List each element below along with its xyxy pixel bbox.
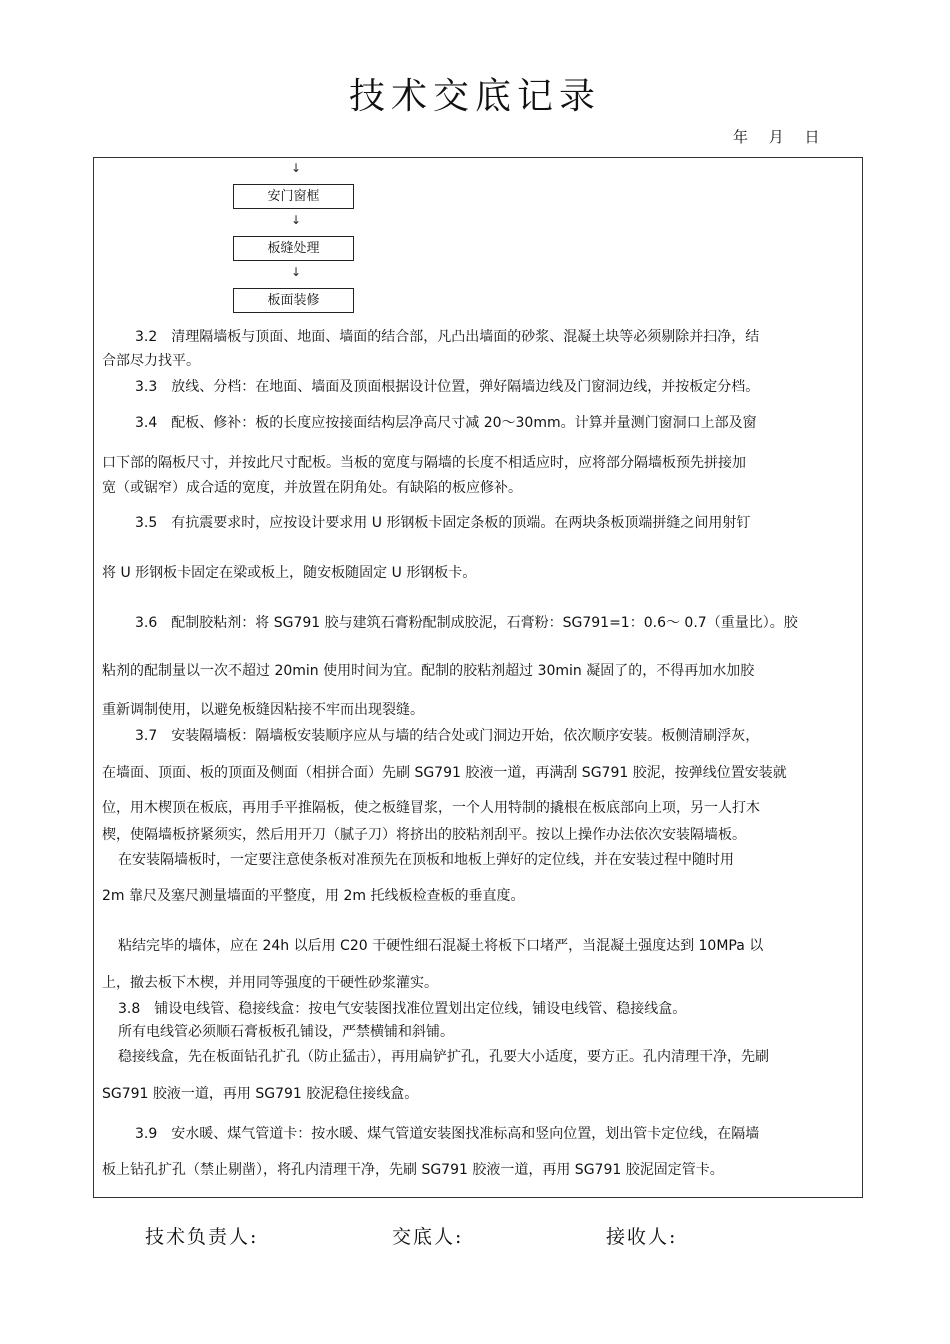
flow-arrow-icon: ↓ <box>291 161 302 175</box>
text-line: 板上钻孔扩孔（禁止剔凿），将孔内清理干净，先刷 SG791 胶液一道，再用 SG791 胶泥固定管卡。 <box>102 1162 724 1178</box>
receiver-signature-label: 接收人: <box>606 1226 678 1248</box>
text-line: 口下部的隔板尺寸，并按此尺寸配板。当板的宽度与隔墙的长度不相适应时，应将部分隔墙板预先拼接加 <box>102 455 746 471</box>
date-label: 年 月 日 <box>733 128 828 146</box>
text-line: 粘剂的配制量以一次不超过 20min 使用时间为宜。配制的胶粘剂超过 30min 凝固了的，不得再加水加胶 <box>102 663 755 679</box>
text-line: 3.3 放线、分档：在地面、墙面及顶面根据设计位置，弹好隔墙边线及门窗洞边线，并按板定分档。 <box>135 379 760 395</box>
text-line: 3.9 安水暖、煤气管道卡：按水暖、煤气管道安装图找准标高和竖向位置，划出管卡定位线，在隔墙 <box>135 1126 760 1142</box>
text-line: 在墙面、顶面、板的顶面及侧面（相拼合面）先刷 SG791 胶液一道，再满刮 SG791 胶泥，按弹线位置安装就 <box>102 765 787 781</box>
page-title: 技术交底记录 <box>348 76 601 117</box>
flow-step-seam-treatment: 板缝处理 <box>233 236 354 261</box>
text-line: 3.4 配板、修补：板的长度应按接面结构层净高尺寸减 20～30mm。计算并量测门窗洞口上部及窗 <box>135 415 757 431</box>
text-line: 上，撤去板下木楔，并用同等强度的干硬性砂浆灌实。 <box>102 975 438 991</box>
text-line: 楔，使隔墙板挤紧须实，然后用开刀（腻子刀）将挤出的胶粘剂刮平。按以上操作办法依次安装隔墙板。 <box>102 827 746 843</box>
tech-lead-signature-label: 技术负责人: <box>145 1226 259 1248</box>
text-line: 3.5 有抗震要求时，应按设计要求用 U 形钢板卡固定条板的顶端。在两块条板顶端拼缝之间用射钉 <box>135 515 751 531</box>
text-line: 合部尽力找平。 <box>102 353 200 369</box>
text-line: 稳接线盒，先在板面钻孔扩孔（防止猛击），再用扁铲扩孔，孔要大小适度，要方正。孔内清理干净，先刷 <box>118 1049 769 1065</box>
text-line: 3.8 铺设电线管、稳接线盒：按电气安装图找准位置划出定位线，铺设电线管、稳接线盒。 <box>118 1001 687 1017</box>
text-line: 3.2 清理隔墙板与顶面、地面、墙面的结合部，凡凸出墙面的砂浆、混凝土块等必须剔除并扫净，结 <box>135 329 760 345</box>
text-line: 重新调制使用，以避免板缝因粘接不牢而出现裂缝。 <box>102 702 424 718</box>
text-line: SG791 胶液一道，再用 SG791 胶泥稳住接线盒。 <box>102 1086 419 1102</box>
text-line: 3.7 安装隔墙板：隔墙板安装顺序应从与墙的结合处或门洞边开始，依次顺序安装。板侧清刷浮灰， <box>135 728 760 744</box>
text-line: 在安装隔墙板时，一定要注意使条板对准预先在顶板和地板上弹好的定位线，并在安装过程中随时用 <box>118 852 734 868</box>
text-line: 粘结完毕的墙体，应在 24h 以后用 C20 干硬性细石混凝土将板下口堵严，当混凝土强度达到 10MPa 以 <box>118 938 764 954</box>
text-line: 位，用木楔顶在板底，再用手平推隔板，使之板缝冒浆，一个人用特制的撬根在板底部向上项，另一人打木 <box>102 800 760 816</box>
text-line: 所有电线管必须顺石膏板板孔铺设，严禁横铺和斜铺。 <box>118 1024 454 1040</box>
flow-step-surface-finish: 板面装修 <box>233 288 354 313</box>
flow-step-door-frame: 安门窗框 <box>233 184 354 209</box>
text-line: 将 U 形钢板卡固定在梁或板上，随安板随固定 U 形钢板卡。 <box>102 565 477 581</box>
text-line: 2m 靠尺及塞尺测量墙面的平整度，用 2m 托线板检查板的垂直度。 <box>102 888 525 904</box>
text-line: 宽（或锯窄）成合适的宽度，并放置在阴角处。有缺陷的板应修补。 <box>102 480 522 496</box>
flow-arrow-icon: ↓ <box>291 213 302 227</box>
text-line: 3.6 配制胶粘剂：将 SG791 胶与建筑石膏粉配制成胶泥，石膏粉：SG791=1：0.6～ 0.7（重量比）。胶 <box>135 615 798 631</box>
presenter-signature-label: 交底人: <box>392 1226 464 1248</box>
flow-arrow-icon: ↓ <box>291 265 302 279</box>
